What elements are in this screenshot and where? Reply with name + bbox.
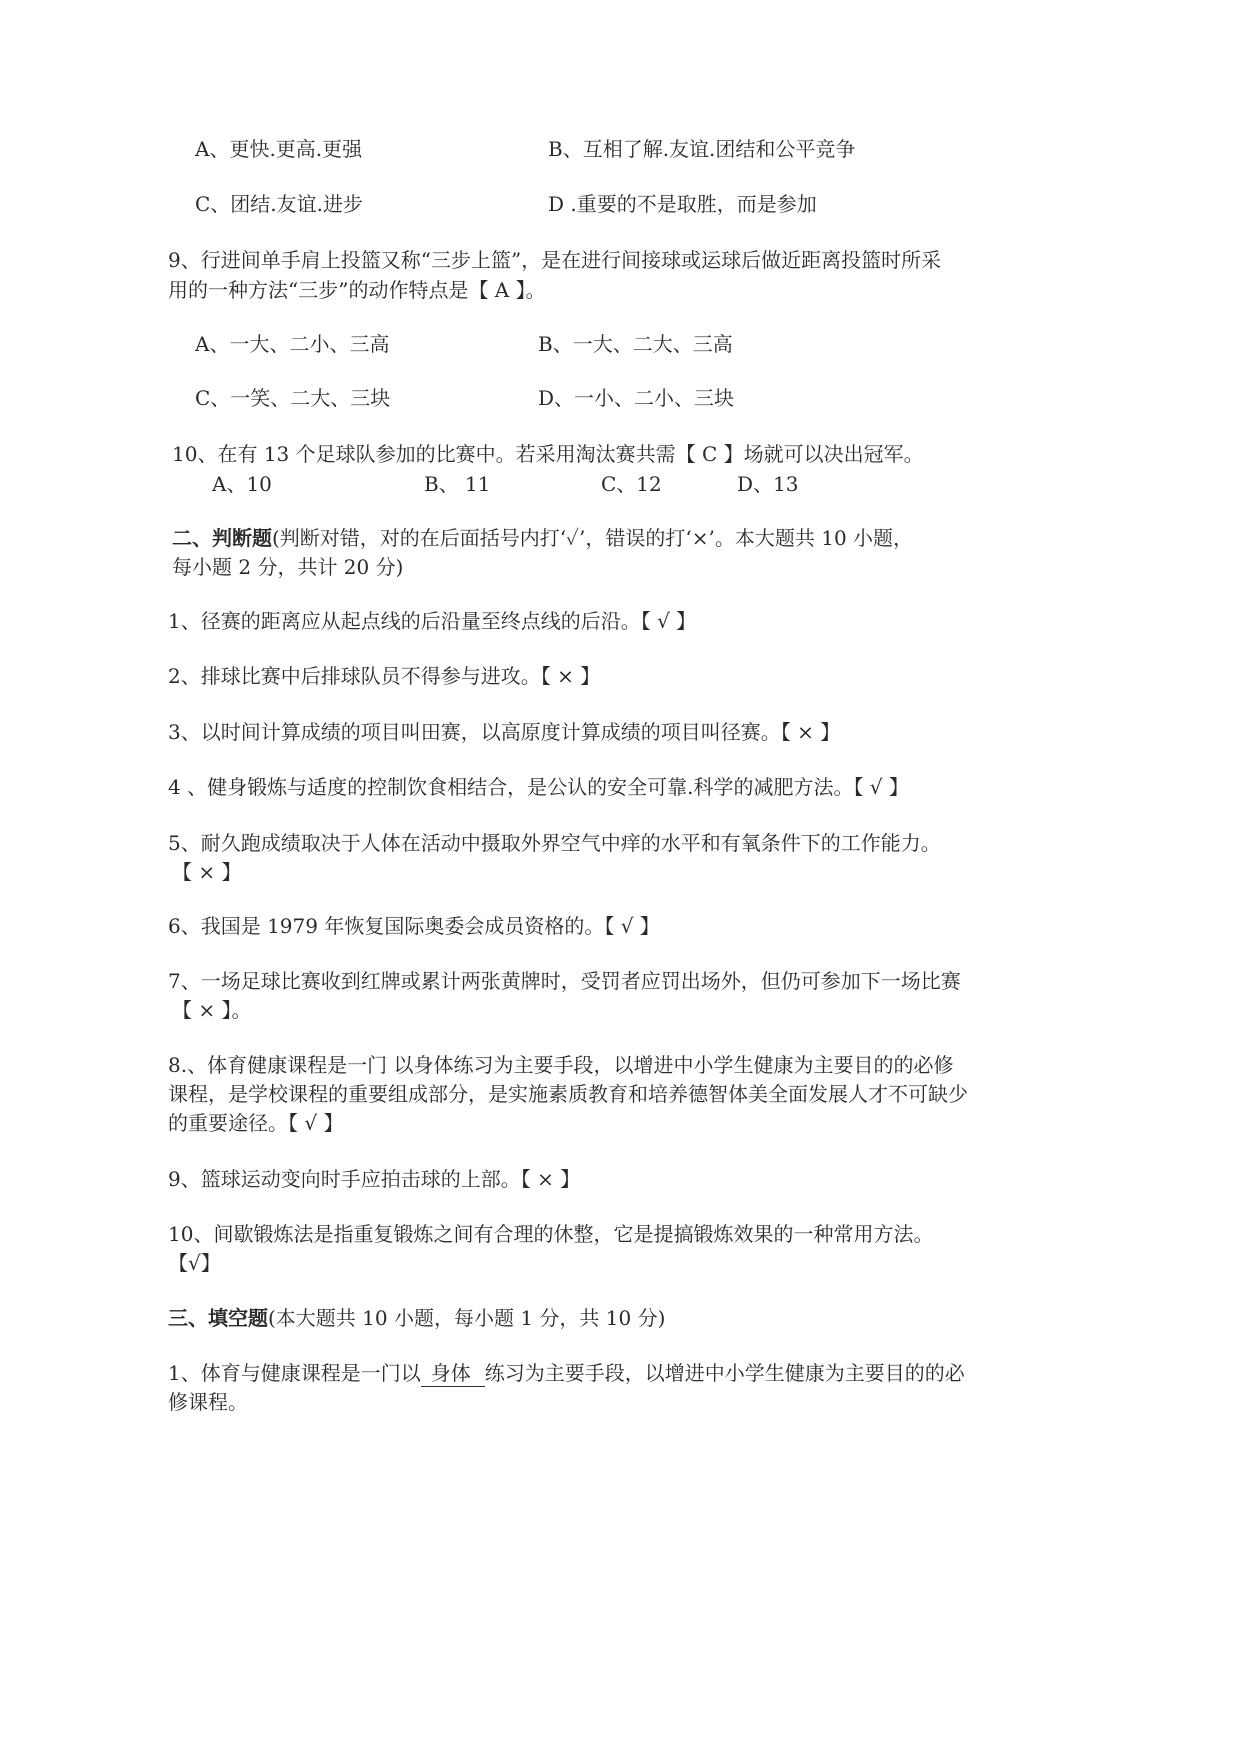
section-2-description: (判断对错，对的在后面括号内打‘✓’，错误的打‘×’。本大题共 10 小题， — [272, 526, 914, 550]
tf-item-2: 2、排球比赛中后排球队员不得参与进攻。【 × 】 — [168, 664, 601, 688]
section-2-header — [172, 524, 913, 552]
tf-item-8-line3: 的重要途径。【 √ 】 — [168, 1111, 344, 1135]
q9-option-d: D、一小、二小、三块 — [538, 386, 735, 410]
fill-item-1-prefix: 1、体育与健康课程是一门以 — [168, 1361, 421, 1385]
q10-option-d: D、13 — [737, 472, 799, 496]
section-2-title: 二、判断题 — [172, 526, 272, 550]
q10-text: 10、在有 13 个足球队参加的比赛中。若采用淘汰赛共需【 C 】场就可以决出冠军。 — [172, 442, 924, 466]
section-3-title: 三、填空题 — [168, 1306, 268, 1330]
tf-item-8-line2: 课程，是学校课程的重要组成部分，是实施素质教育和培养德智体美全面发展人才不可缺少 — [168, 1082, 968, 1106]
fill-item-1-answer-blank: 身体 — [421, 1360, 485, 1387]
tf-item-7: 7、一场足球比赛收到红牌或累计两张黄牌时，受罚者应罚出场外，但仍可参加下一场比赛 — [168, 969, 961, 993]
tf-item-5-answer: 【 × 】 — [172, 860, 242, 884]
q8-option-b: B、互相了解.友谊.团结和公平竞争 — [548, 137, 856, 161]
section-2-description-line2: 每小题 2 分，共计 20 分) — [172, 555, 404, 579]
q8-option-a: A、更快.更高.更强 — [195, 137, 363, 161]
tf-item-10-answer: 【√】 — [168, 1251, 221, 1275]
tf-item-8: 8.、体育健康课程是一门 以身体练习为主要手段，以增进中小学生健康为主要目的的必修 — [168, 1053, 954, 1077]
q10-option-b: B、 11 — [424, 472, 491, 496]
fill-item-1 — [168, 1359, 965, 1387]
fill-item-1-suffix: 练习为主要手段，以增进中小学生健康为主要目的的必 — [484, 1361, 965, 1385]
section-3-header — [168, 1304, 665, 1332]
q9-option-a: A、一大、二小、三高 — [195, 332, 390, 356]
q8-option-d: D .重要的不是取胜，而是参加 — [548, 192, 817, 216]
section-3-description: (本大题共 10 小题，每小题 1 分，共 10 分) — [268, 1306, 666, 1330]
tf-item-5: 5、耐久跑成绩取决于人体在活动中摄取外界空气中痒的水平和有氧条件下的工作能力。 — [168, 831, 941, 855]
tf-item-7-answer: 【 × 】。 — [172, 998, 252, 1022]
tf-item-4: 4 、健身锻炼与适度的控制饮食相结合，是公认的安全可靠.科学的减肥方法。【 √ 】 — [168, 775, 909, 799]
q9-text-line2: 用的一种方法“三步”的动作特点是【 A 】。 — [168, 278, 546, 302]
q10-option-c: C、12 — [601, 472, 662, 496]
q9-option-c: C、一笑、二大、三块 — [195, 386, 391, 410]
tf-item-10: 10、间歇锻炼法是指重复锻炼之间有合理的休整，它是提搞锻炼效果的一种常用方法。 — [168, 1222, 934, 1246]
tf-item-6: 6、我国是 1979 年恢复国际奥委会成员资格的。【 √ 】 — [168, 914, 660, 938]
tf-item-1: 1、径赛的距离应从起点线的后沿量至终点线的后沿。【 √ 】 — [168, 609, 697, 633]
q9-text-line1: 9、行进间单手肩上投篮又称“三步上篮”，是在进行间接球或运球后做近距离投篮时所采 — [168, 248, 942, 272]
tf-item-3: 3、以时间计算成绩的项目叫田赛，以高原度计算成绩的项目叫径赛。【 × 】 — [168, 720, 841, 744]
q8-option-c: C、团结.友谊.进步 — [195, 192, 364, 216]
fill-item-1-line2: 修课程。 — [168, 1390, 248, 1414]
tf-item-9: 9、篮球运动变向时手应拍击球的上部。【 × 】 — [168, 1167, 581, 1191]
q10-option-a: A、10 — [212, 472, 272, 496]
q9-option-b: B、一大、二大、三高 — [538, 332, 733, 356]
